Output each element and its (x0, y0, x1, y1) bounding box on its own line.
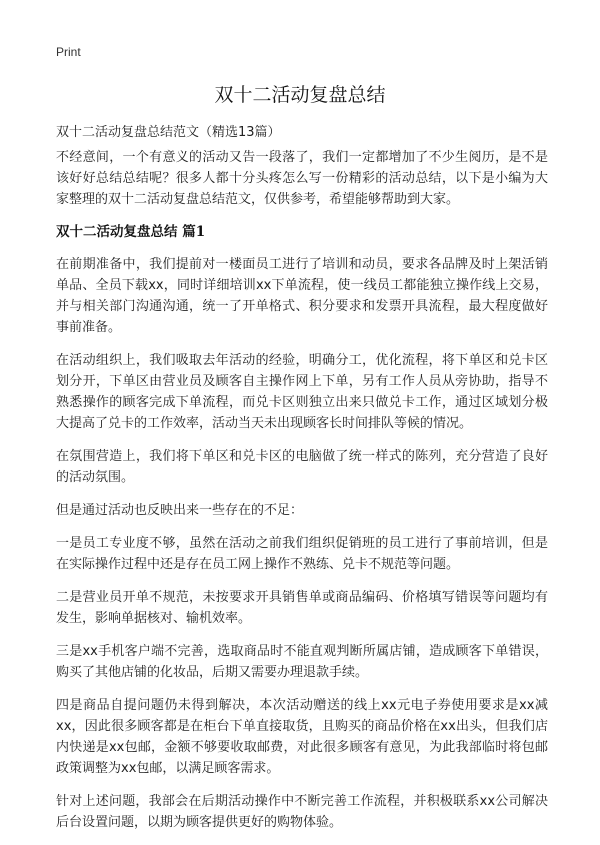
body-paragraph: 在活动组织上，我们吸取去年活动的经验，明确分工，优化流程，将下单区和兑卡区划分开，下单区由营业员及顾客自主操作网上下单，另有工作人员从旁协助，指导不熟悉操作的顾客完成下单流程，而兑卡区则独立出来只做兑卡工作，通过区域划分极大提高了兑卡的工作效率，活动当天未出现顾客长时间排队等候的情况。 (56, 353, 548, 431)
document-body (56, 147, 548, 845)
document-subtitle: 双十二活动复盘总结范文（精选13篇） (56, 125, 281, 140)
print-link[interactable]: Print (56, 45, 81, 59)
body-paragraph: 在前期准备中，我们提前对一楼面员工进行了培训和动员，要求各品牌及时上架活销单品、全员下载xx，同时详细培训xx下单流程，使一线员工都能独立操作线上交易，并与相关部门沟通沟通，统一了开单格式、积分要求和发票开具流程，最大程度做好事前准备。 (56, 257, 548, 335)
body-paragraph: 二是营业员开单不规范，未按要求开具销售单或商品编码、价格填写错误等问题均有发生，影响单据核对、输机效率。 (56, 590, 548, 626)
intro-paragraph: 不经意间，一个有意义的活动又告一段落了，我们一定都增加了不少生阅历，是不是该好好总结总结呢？很多人都十分头疼怎么写一份精彩的活动总结，以下是小编为大家整理的双十二活动复盘总结范文，仅供参考，希望能够帮助到大家。 (56, 150, 548, 207)
body-paragraph: 三是xx手机客户端不完善，选取商品时不能直观判断所属店铺，造成顾客下单错误，购买了其他店铺的化妆品，后期又需要办理退款手续。 (56, 644, 548, 680)
body-paragraph: 一是员工专业度不够，虽然在活动之前我们组织促销班的员工进行了事前培训，但是在实际操作过程中还是存在员工网上操作不熟练、兑卡不规范等问题。 (56, 536, 548, 572)
body-paragraph: 四是商品自提问题仍未得到解决，本次活动赠送的线上xx元电子券使用要求是xx减xx，因此很多顾客都是在柜台下单直接取货，且购买的商品价格在xx出头，但我们店内快递是xx包邮，金额不够要收取邮费，对此很多顾客有意见，为此我部临时将包邮政策调整为xx包邮，以满足顾客需求。 (56, 698, 548, 776)
page-title: 双十二活动复盘总结 (214, 84, 386, 106)
section-heading: 双十二活动复盘总结 篇1 (56, 224, 206, 240)
body-paragraph: 但是通过活动也反映出来一些存在的不足： (56, 503, 304, 518)
body-paragraph: 在氛围营造上，我们将下单区和兑卡区的电脑做了统一样式的陈列，充分营造了良好的活动氛围。 (56, 449, 548, 485)
body-paragraph: 针对上述问题，我部会在后期活动操作中不断完善工作流程，并积极联系xx公司解决后台设置问题，以期为顾客提供更好的购物体验。 (56, 794, 548, 830)
